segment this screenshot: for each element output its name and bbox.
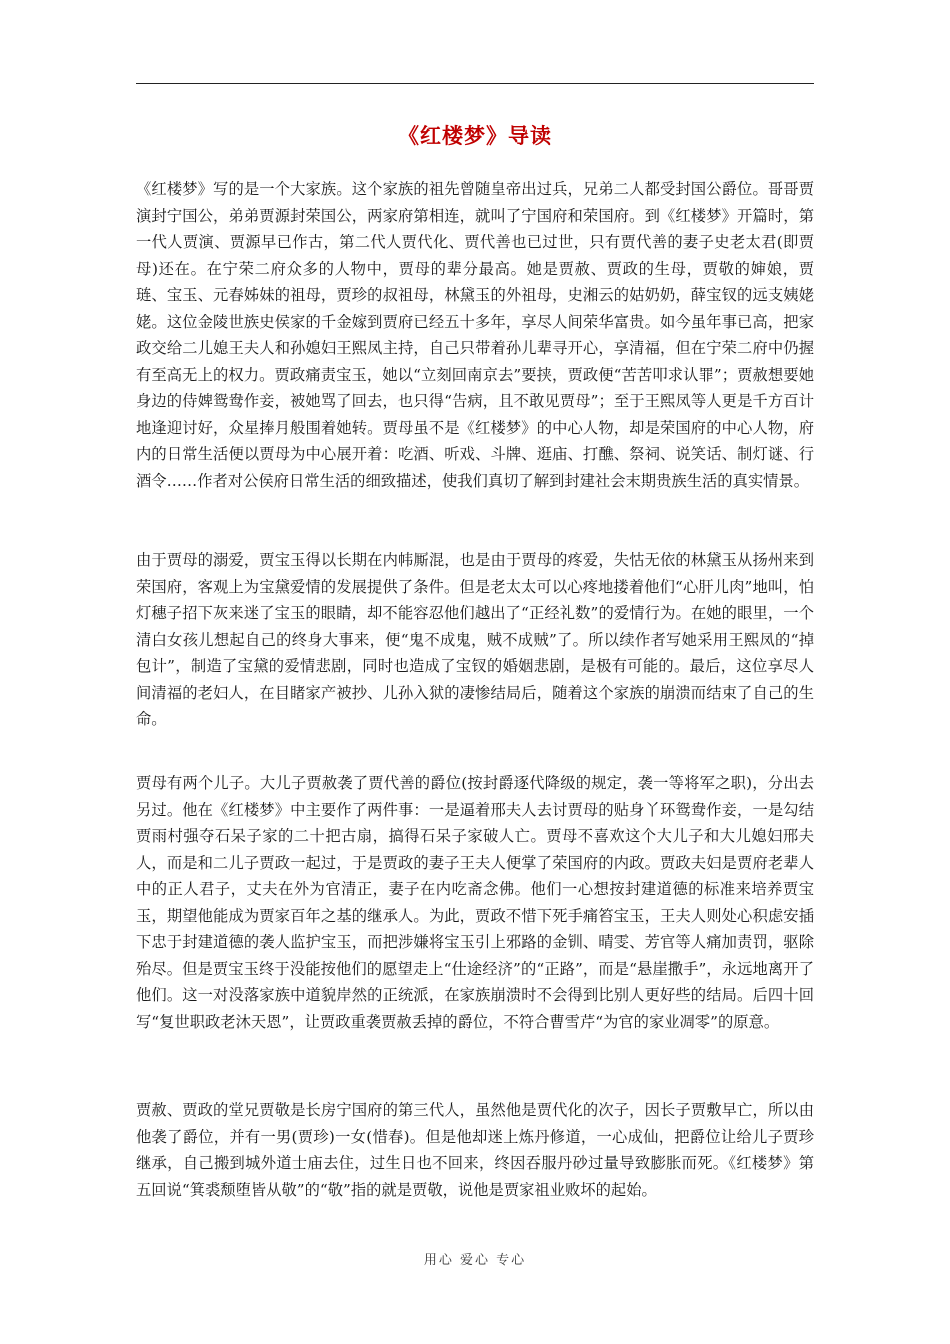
paragraph-1: 《红楼梦》写的是一个大家族。这个家族的祖先曾随皇帝出过兵，兄弟二人都受封国公爵位。哥哥贾演封宁国公，弟弟贾源封荣国公，两家府第相连，就叫了宁国府和荣国府。到《红楼梦》开篇时，第一代人贾演、贾源早已作古，第二代人贾代化、贾代善也已过世，只有贾代善的妻子史老太君(即贾母)还在。在宁荣二府众多的人物中，贾母的辈分最高。她是贾赦、贾政的生母，贾敬的婶娘，贾琏、宝玉、元春姊妹的祖母，贾珍的叔祖母，林黛玉的外祖母，史湘云的姑奶奶，薛宝钗的远支姨姥姥。这位金陵世族史侯家的千金嫁到贾府已经五十多年，享尽人间荣华富贵。如今虽年事已高，把家政交给二儿媳王夫人和孙媳妇王熙凤主持，自己只带着孙儿辈寻开心，享清福，但在宁荣二府中仍握有至高无上的权力。贾政痛责宝玉，她以“立刻回南京去”要挟，贾政便“苦苦叩求认罪”；贾赦想要她身边的侍婢鸳鸯作妾，被她骂了回去，也只得“告病，且不敢见贾母”；至于王熙凤等人更是千方百计地逢迎讨好，众星捧月般围着她转。贾母虽不是《红楼梦》的中心人物，却是荣国府的中心人物，府内的日常生活便以贾母为中心展开着：吃酒、听戏、斗牌、逛庙、打醮、祭祠、说笑话、制灯谜、行酒令……作者对公侯府日常生活的细致描述，使我们真切了解到封建社会末期贵族生活的真实情景。 (136, 180, 814, 490)
page-footer: 用心 爱心 专心 (423, 1253, 527, 1268)
header-rule (136, 83, 814, 84)
paragraph-4: 贾赦、贾政的堂兄贾敬是长房宁国府的第三代人，虽然他是贾代化的次子，因长子贾敷早亡，所以由他袭了爵位，并有一男(贾珍)一女(惜春)。但是他却迷上炼丹修道，一心成仙，把爵位让给儿子贾珍继承，自己搬到城外道士庙去住，过生日也不回来，终因吞服丹砂过量导致膨胀而死。《红楼梦》第五回说“箕裘颓堕皆从敬”的“敬”指的就是贾敬，说他是贾家祖业败坏的起始。 (136, 1101, 814, 1199)
paragraph-2: 由于贾母的溺爱，贾宝玉得以长期在内帏厮混，也是由于贾母的疼爱，失怙无依的林黛玉从扬州来到荣国府，客观上为宝黛爱情的发展提供了条件。但是老太太可以心疼地搂着他们“心肝儿肉”地叫，怕灯穗子招下灰来迷了宝玉的眼睛，却不能容忍他们越出了“正经礼数”的爱情行为。在她的眼里，一个清白女孩儿想起自己的终身大事来，便“鬼不成鬼，贼不成贼”了。所以续作者写她采用王熙凤的“掉包计”，制造了宝黛的爱情悲剧，同时也造成了宝钗的婚姻悲剧，是极有可能的。最后，这位享尽人间清福的老妇人，在目睹家产被抄、儿孙入狱的凄惨结局后，随着这个家族的崩溃而结束了自己的生命。 (136, 551, 814, 728)
paragraph-3: 贾母有两个儿子。大儿子贾赦袭了贾代善的爵位(按封爵逐代降级的规定，袭一等将军之职)，分出去另过。他在《红楼梦》中主要作了两件事：一是逼着邢夫人去讨贾母的贴身丫环鸳鸯作妾，一是勾结贾雨村强夺石呆子家的二十把古扇，搞得石呆子家破人亡。贾母不喜欢这个大儿子和大儿媳妇邢夫人，而是和二儿子贾政一起过，于是贾政的妻子王夫人便掌了荣国府的内政。贾政夫妇是贾府老辈人中的正人君子，丈夫在外为官清正，妻子在内吃斋念佛。他们一心想按封建道德的标准来培养贾宝玉，期望他能成为贾家百年之基的继承人。为此，贾政不惜下死手痛笞宝玉，王夫人则处心积虑安插下忠于封建道德的袭人监护宝玉，而把涉嫌将宝玉引上邪路的金钏、晴雯、芳官等人痛加责罚，驱除殆尽。但是贾宝玉终于没能按他们的愿望走上“仕途经济”的“正路”，而是“悬崖撒手”，永远地离开了他们。这一对没落家族中道貌岸然的正统派，在家族崩溃时不会得到比别人更好些的结局。后四十回写“复世职政老沐天恩”，让贾政重袭贾赦丢掉的爵位，不符合曹雪芹“为官的家业凋零”的原意。 (136, 774, 814, 1031)
document-title: 《红楼梦》导读 (398, 124, 552, 148)
